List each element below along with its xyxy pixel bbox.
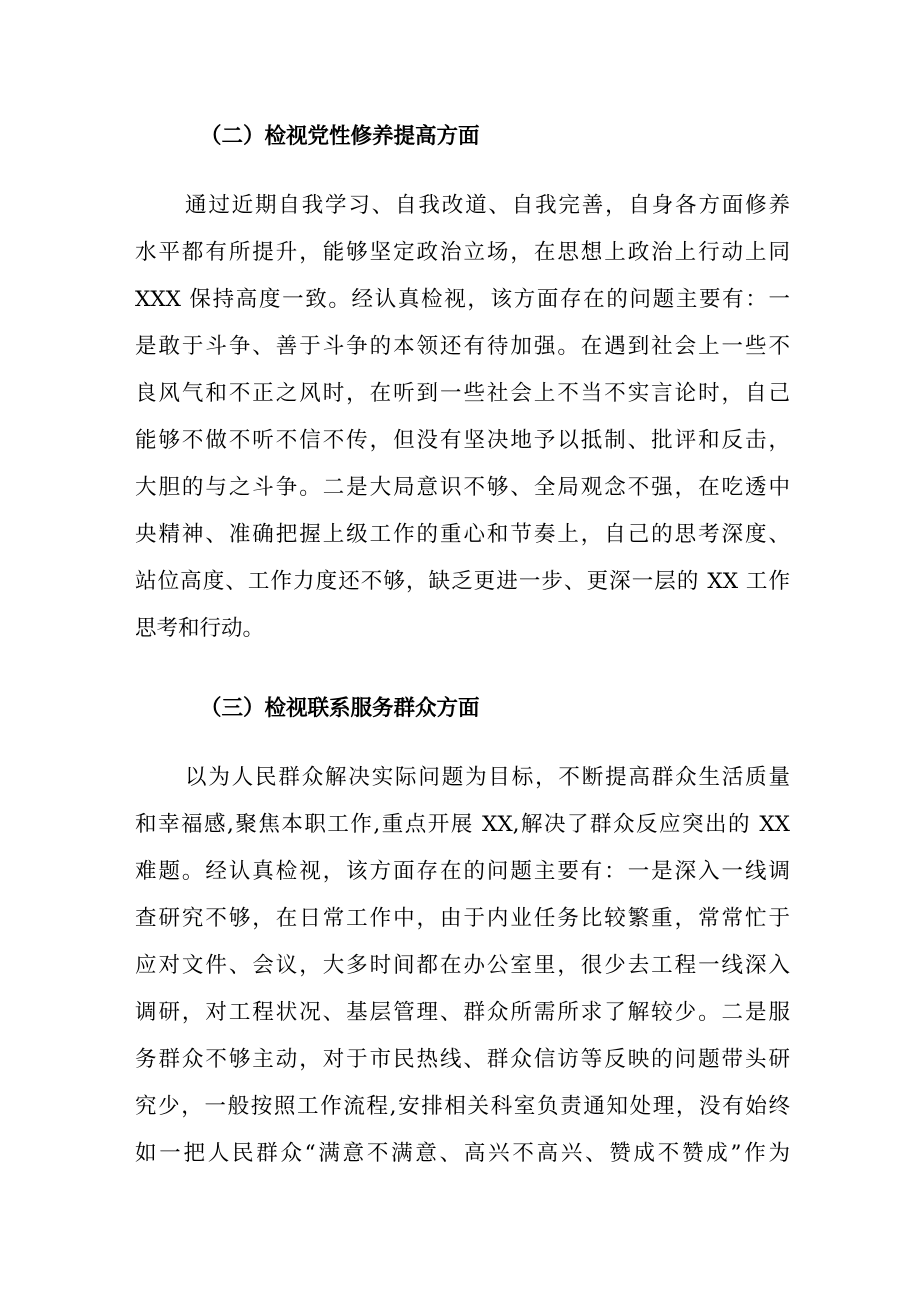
section-2-line-9: 站位高度、工作力度还不够，缺乏更进一步、更深一层的 XX 工作 [135,569,790,594]
section-2-line-7: 大胆的与之斗争。二是大局意识不够、全局观念不强，在吃透中 [135,475,790,500]
section-2-line-4: 是敢于斗争、善于斗争的本领还有待加强。在遇到社会上一些不 [135,334,790,359]
section-2-line-2: 水平都有所提升，能够坚定政治立场，在思想上政治上行动上同 [135,240,790,265]
section-2-line-1: 通过近期自我学习、自我改道、自我完善，自身各方面修养 [185,193,790,218]
section-3-line-4: 查研究不够，在日常工作中，由于内业任务比较繁重，常常忙于 [135,906,790,931]
section-2-line-6: 能够不做不听不信不传，但没有坚决地予以抵制、批评和反击， [135,428,790,453]
section-3-line-7: 务群众不够主动，对于市民热线、群众信访等反映的问题带头研 [135,1047,790,1072]
section-3-line-3: 难题。经认真检视，该方面存在的问题主要有：一是深入一线调 [135,859,790,884]
section-3-line-2: 和幸福感,聚焦本职工作,重点开展 XX,解决了群众反应突出的 XX [135,812,790,837]
section-2-line-8: 央精神、准确把握上级工作的重心和节奏上，自己的思考深度、 [135,522,790,547]
section-3-line-5: 应对文件、会议，大多时间都在办公室里，很少去工程一线深入 [135,953,790,978]
section-3-line-9: 如一把人民群众“满意不满意、高兴不高兴、赞成不赞成”作为 [135,1141,790,1166]
section-heading-2: （二）检视党性修养提高方面 [200,124,480,149]
section-3-line-6: 调研，对工程状况、基层管理、群众所需所求了解较少。二是服 [135,1000,790,1025]
section-3-line-8: 究少，一般按照工作流程,安排相关科室负责通知处理，没有始终 [135,1094,790,1119]
section-2-line-10: 思考和行动。 [135,616,265,641]
section-2-line-3: XXX 保持高度一致。经认真检视，该方面存在的问题主要有：一 [135,287,790,312]
section-2-line-5: 良风气和不正之风时，在听到一些社会上不当不实言论时，自己 [135,381,790,406]
section-3-line-1: 以为人民群众解决实际问题为目标，不断提高群众生活质量 [185,765,790,790]
section-heading-3: （三）检视联系服务群众方面 [200,696,480,721]
